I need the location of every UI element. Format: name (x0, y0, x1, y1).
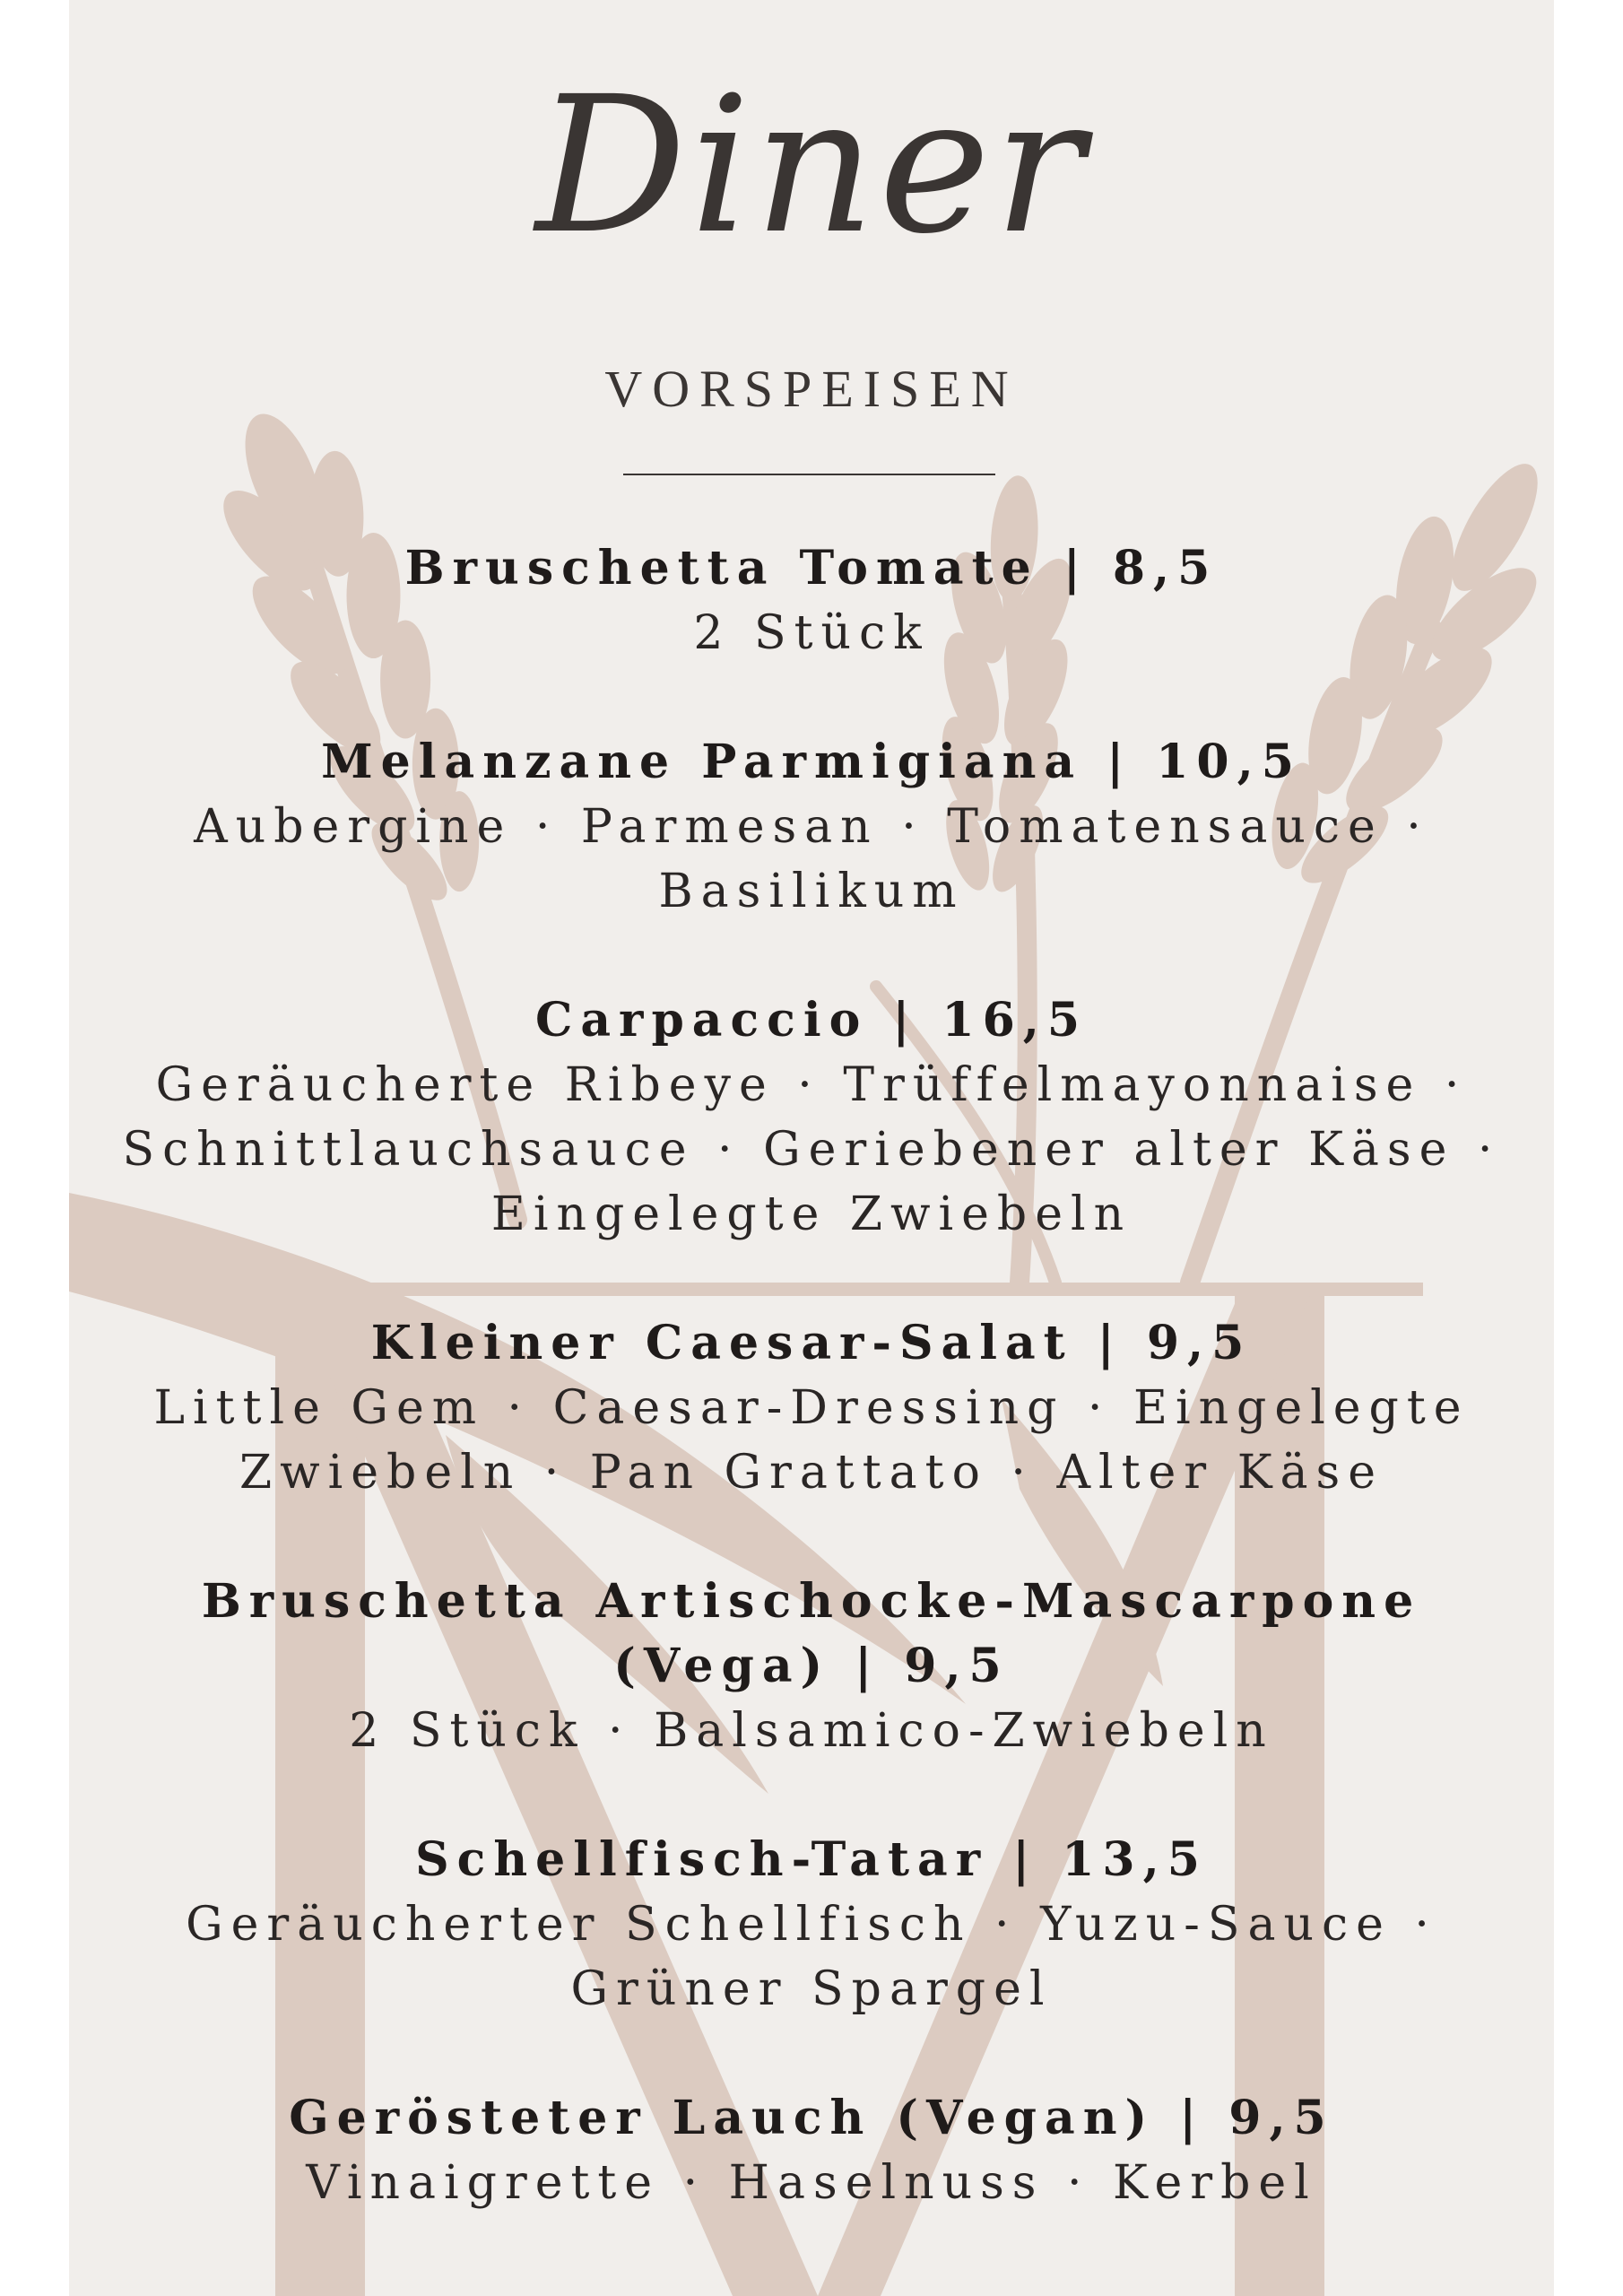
menu-item-name: Carpaccio | 16,5 (534, 993, 1089, 1048)
menu-item-description: Geräucherter Schellfisch · Yuzu-Sauce · Grüner Spargel (186, 1898, 1437, 2016)
menu-item (105, 2086, 1518, 2215)
menu-item-description: Geräucherte Ribeye · Trüffelmayonnaise · Schnittlauchsauce · Geriebener alter Käse · Eingelegte Zwiebeln (122, 1058, 1501, 1241)
menu-item (105, 1828, 1518, 2022)
menu-item-name: Bruschetta Tomate | 8,5 (404, 541, 1219, 596)
menu-item (105, 730, 1518, 924)
menu-item-description: Aubergine · Parmesan · Tomatensauce · Basilikum (194, 800, 1429, 918)
menu-item-name: Schellfisch-Tatar | 13,5 (415, 1832, 1208, 1887)
section-divider (623, 474, 995, 475)
menu-item-description: 2 Stück (693, 606, 930, 660)
menu-title: Diner (535, 56, 1088, 275)
menu-item-description: Little Gem · Caesar-Dressing · Eingelegte Zwiebeln · Pan Grattato · Alter Käse (153, 1381, 1470, 1500)
menu-item-name: Gerösteter Lauch (Vegan) | 9,5 (289, 2091, 1334, 2145)
menu-item-description: Vinaigrette · Haselnuss · Kerbel (306, 2156, 1317, 2210)
section-heading: VORSPEISEN (604, 360, 1019, 418)
menu-item-name: Kleiner Caesar-Salat | 9,5 (370, 1316, 1253, 1370)
menu-list (105, 536, 1518, 2215)
menu-item (105, 1311, 1518, 1505)
menu-item-description: 2 Stück · Balsamico-Zwiebeln (349, 1704, 1274, 1758)
menu-item (105, 1570, 1518, 1763)
menu-item (105, 536, 1518, 665)
menu-item-name: Melanzane Parmigiana | 10,5 (321, 735, 1302, 789)
menu-item-name: Bruschetta Artischocke-Mascarpone (Vega) | 9,5 (201, 1574, 1422, 1693)
menu-page (69, 0, 1554, 2296)
menu-item (105, 988, 1518, 1247)
